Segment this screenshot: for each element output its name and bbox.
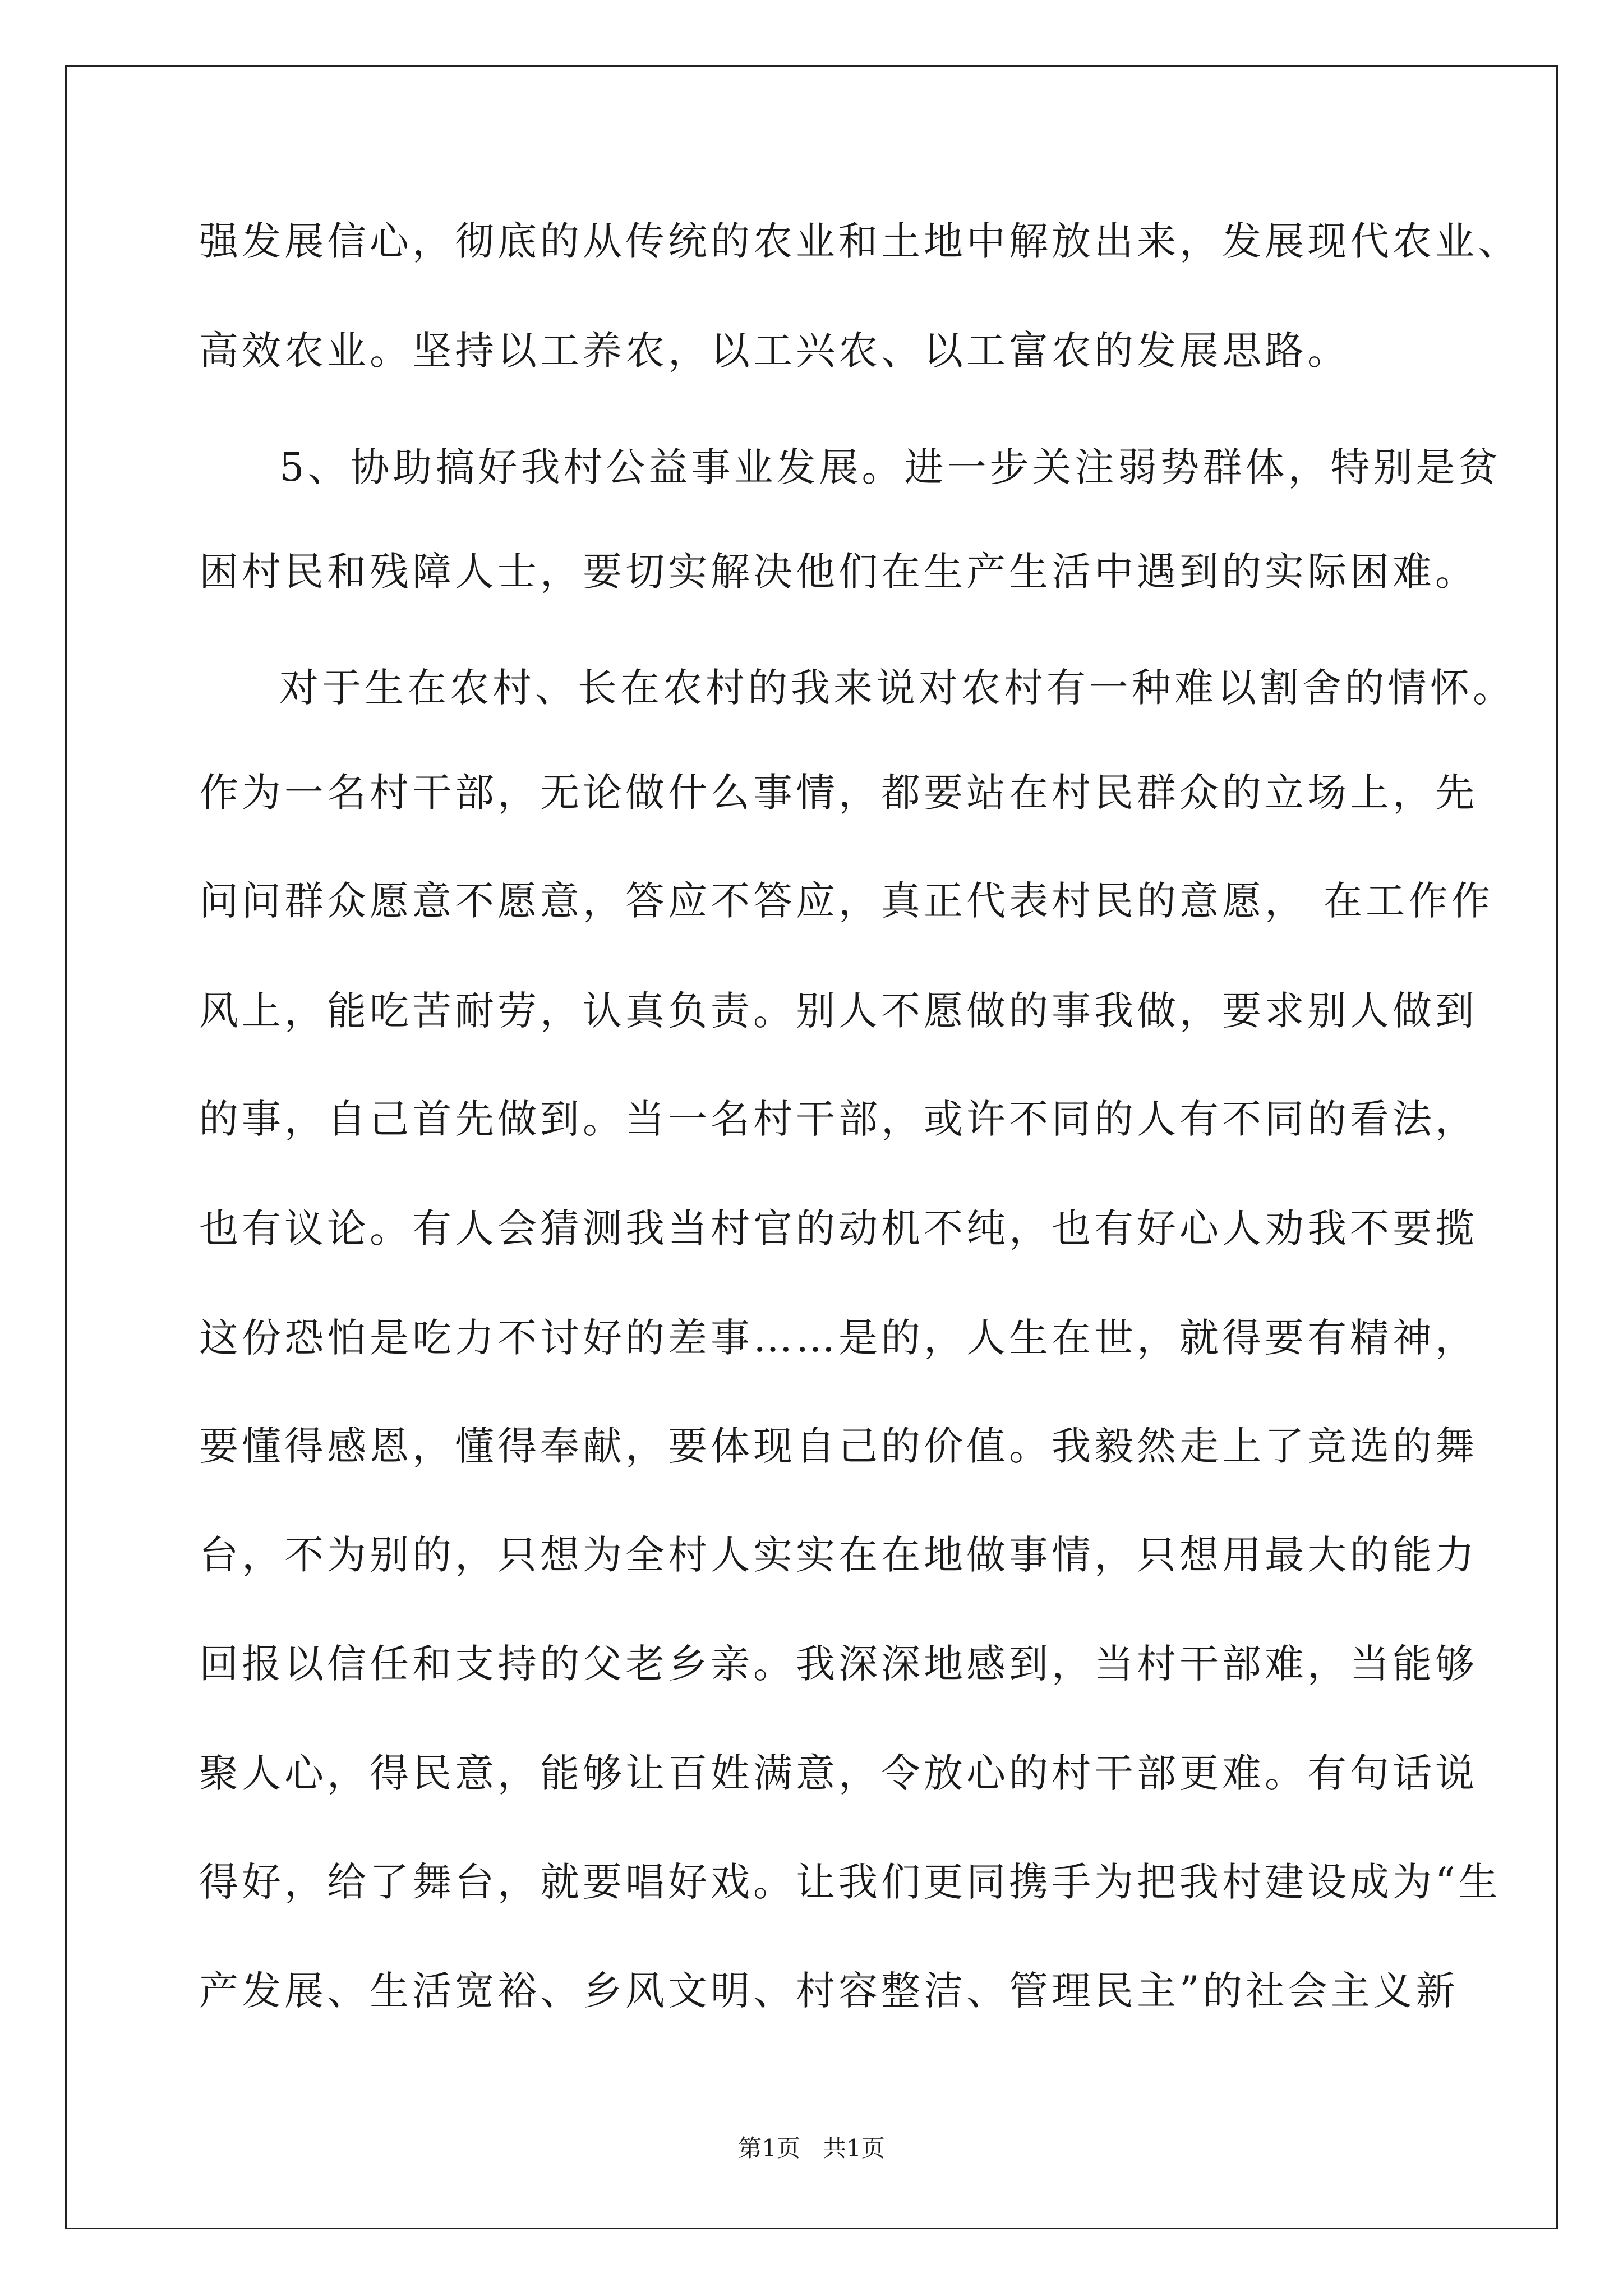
page-number: 第1页 bbox=[738, 2134, 800, 2162]
text-line: 产发展、生活宽裕、乡风文明、村容整洁、管理民主”的社会主义新 bbox=[199, 1968, 1459, 2014]
text-line: 的事，自己首先做到。当一名村干部，或许不同的人有不同的看法， bbox=[199, 1096, 1478, 1142]
text-line: 作为一名村干部，无论做什么事情，都要站在村民群众的立场上，先 bbox=[199, 770, 1478, 816]
text-line: 风上，能吃苦耐劳，认真负责。别人不愿做的事我做，要求别人做到 bbox=[199, 988, 1478, 1034]
text-line: 这份恐怕是吃力不讨好的差事……是的，人生在世，就得要有精神， bbox=[199, 1315, 1478, 1361]
page-footer bbox=[0, 2133, 1623, 2164]
text-line: 台，不为别的，只想为全村人实实在在地做事情，只想用最大的能力 bbox=[199, 1532, 1478, 1578]
text-line: 回报以信任和支持的父老乡亲。我深深地感到，当村干部难，当能够 bbox=[199, 1641, 1478, 1687]
text-line: 5、协助搞好我村公益事业发展。进一步关注弱势群体，特别是贫 bbox=[279, 444, 1501, 490]
text-line: 问问群众愿意不愿意，答应不答应，真正代表村民的意愿， 在工作作 bbox=[199, 878, 1494, 924]
text-line: 高效农业。坚持以工养农，以工兴农、以工富农的发展思路。 bbox=[199, 328, 1350, 374]
text-line: 得好，给了舞台，就要唱好戏。让我们更同携手为把我村建设成为“生 bbox=[199, 1859, 1501, 1905]
text-line: 也有议论。有人会猜测我当村官的动机不纯，也有好心人劝我不要揽 bbox=[199, 1205, 1478, 1251]
page-total: 共1页 bbox=[823, 2134, 885, 2162]
text-line: 聚人心，得民意，能够让百姓满意，令放心的村干部更难。有句话说 bbox=[199, 1750, 1478, 1796]
text-line: 困村民和残障人士，要切实解决他们在生产生活中遇到的实际困难。 bbox=[199, 549, 1478, 595]
text-line: 要懂得感恩，懂得奉献，要体现自己的价值。我毅然走上了竞选的舞 bbox=[199, 1423, 1478, 1469]
text-line: 对于生在农村、长在农村的我来说对农村有一种难以割舍的情怀。 bbox=[279, 665, 1515, 711]
text-line: 强发展信心，彻底的从传统的农业和土地中解放出来，发展现代农业、 bbox=[199, 218, 1520, 264]
